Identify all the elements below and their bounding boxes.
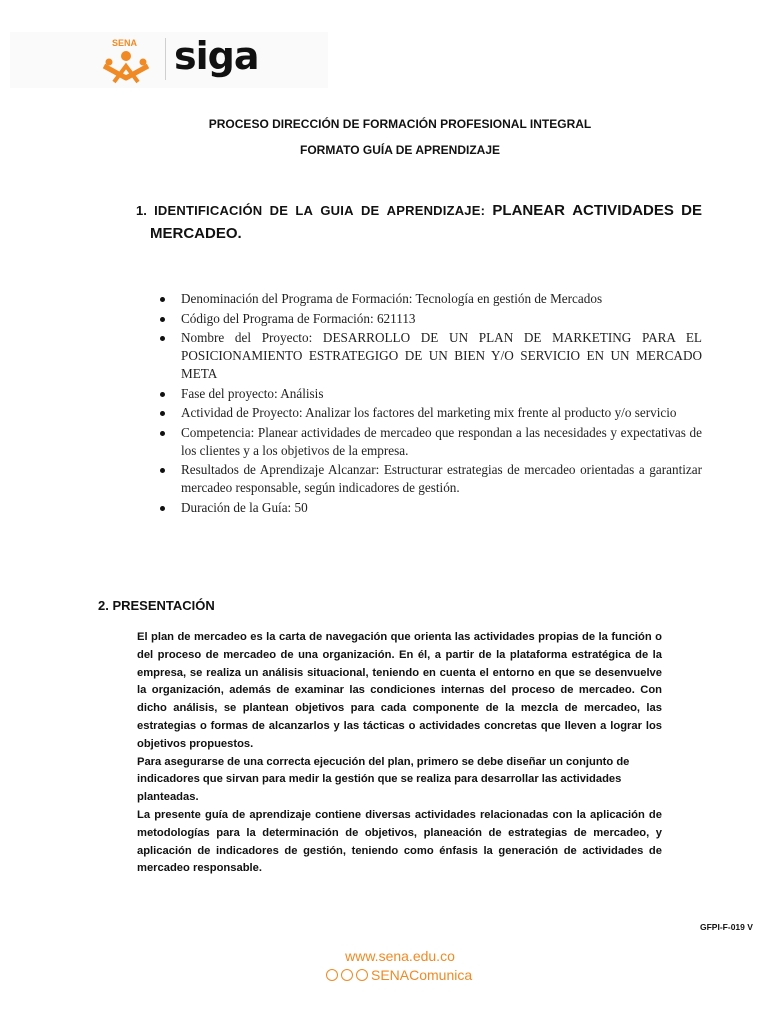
process-title: PROCESO DIRECCIÓN DE FORMACIÓN PROFESIONAL INTEGRAL: [208, 117, 592, 131]
guide-title-word: ACTIVIDADES: [572, 202, 674, 219]
list-item: Denominación del Programa de Formación: Tecnología en gestión de Mercados: [160, 290, 702, 308]
sena-logo-text: SENA: [112, 38, 138, 48]
paragraph: Para asegurarse de una correcta ejecución del plan, primero se debe diseñar un conjunto de indicadores que sirvan para medir la gestión que se realiza para desarrollar las actividades planteadas.: [137, 755, 630, 804]
guide-title-word: PLANEAR: [492, 202, 565, 219]
label-word: DE: [360, 203, 380, 218]
list-item: Código del Programa de Formación: 621113: [160, 310, 702, 328]
paragraph: La presente guía de aprendizaje contiene diversas actividades relacionadas con la aplicación de metodologías para la determinación de objetivos, planeación de estrategias de mercadeo, y aplicación de indicadores de gestión, teniendo como énfasis la generación de actividades de mercadeo responsable.: [137, 808, 662, 875]
facebook-icon: [326, 969, 338, 981]
form-code: GFPI-F-019 V: [700, 922, 753, 932]
header-logos: [10, 32, 328, 88]
label-word: GUIA: [320, 203, 354, 218]
footer-social-handle: SENAComunica: [371, 967, 473, 983]
section-identification-heading: [136, 202, 702, 219]
identification-list: [160, 290, 702, 518]
sena-logo: [96, 36, 158, 86]
section-number: 1.: [136, 203, 147, 218]
siga-logo-text: siga: [174, 34, 259, 78]
label-word: IDENTIFICACIÓN: [154, 203, 263, 218]
section-identification: [136, 202, 702, 242]
list-item: Fase del proyecto: Análisis: [160, 385, 702, 403]
guide-title-continuation: MERCADEO.: [150, 225, 242, 242]
label-word: LA: [295, 203, 314, 218]
list-item: Duración de la Guía: 50: [160, 499, 702, 517]
list-item: Resultados de Aprendizaje Alcanzar: Estructurar estrategias de mercadeo orientadas a garantizar mercadeo responsable, según indicadores de gestión.: [160, 461, 702, 497]
section-presentation-body: [137, 629, 662, 878]
twitter-icon: [356, 969, 368, 981]
list-item: Actividad de Proyecto: Analizar los factores del marketing mix frente al producto y/o servicio: [160, 404, 702, 422]
footer-social[interactable]: [326, 967, 472, 983]
footer-url[interactable]: www.sena.edu.co: [345, 948, 455, 964]
guide-title-word: DE: [681, 202, 702, 219]
instagram-icon: [341, 969, 353, 981]
logo-divider: [165, 38, 166, 80]
format-title: FORMATO GUÍA DE APRENDIZAJE: [299, 143, 500, 157]
label-word: DE: [269, 203, 289, 218]
list-item: Nombre del Proyecto: DESARROLLO DE UN PLAN DE MARKETING PARA EL POSICIONAMIENTO ESTRATEGIGO DE UN BIEN Y/O SERVICIO EN UN MERCADO META: [160, 329, 702, 383]
paragraph: El plan de mercadeo es la carta de navegación que orienta las actividades propias de la función o del proceso de mercadeo de una organización. En él, a partir de la plataforma estratégica de la empresa, se realiza un análisis situacional, teniendo en cuenta el entorno en que se desenvuelve la organización, además de examinar las condiciones internas del proceso de mercadeo. Con dicho análisis, se plantean objetivos para cada componente de la mezcla de mercadeo, las estrategias o formas de alcanzarlos y las tácticas o actividades concretas que lleven a lograr los objetivos propuestos.: [137, 631, 662, 750]
list-item: Competencia: Planear actividades de mercadeo que respondan a las necesidades y expectativas de los clientes y a los objetivos de la empresa.: [160, 424, 702, 460]
label-word: APRENDIZAJE:: [386, 203, 486, 218]
section-presentation-title: 2. PRESENTACIÓN: [98, 598, 215, 613]
